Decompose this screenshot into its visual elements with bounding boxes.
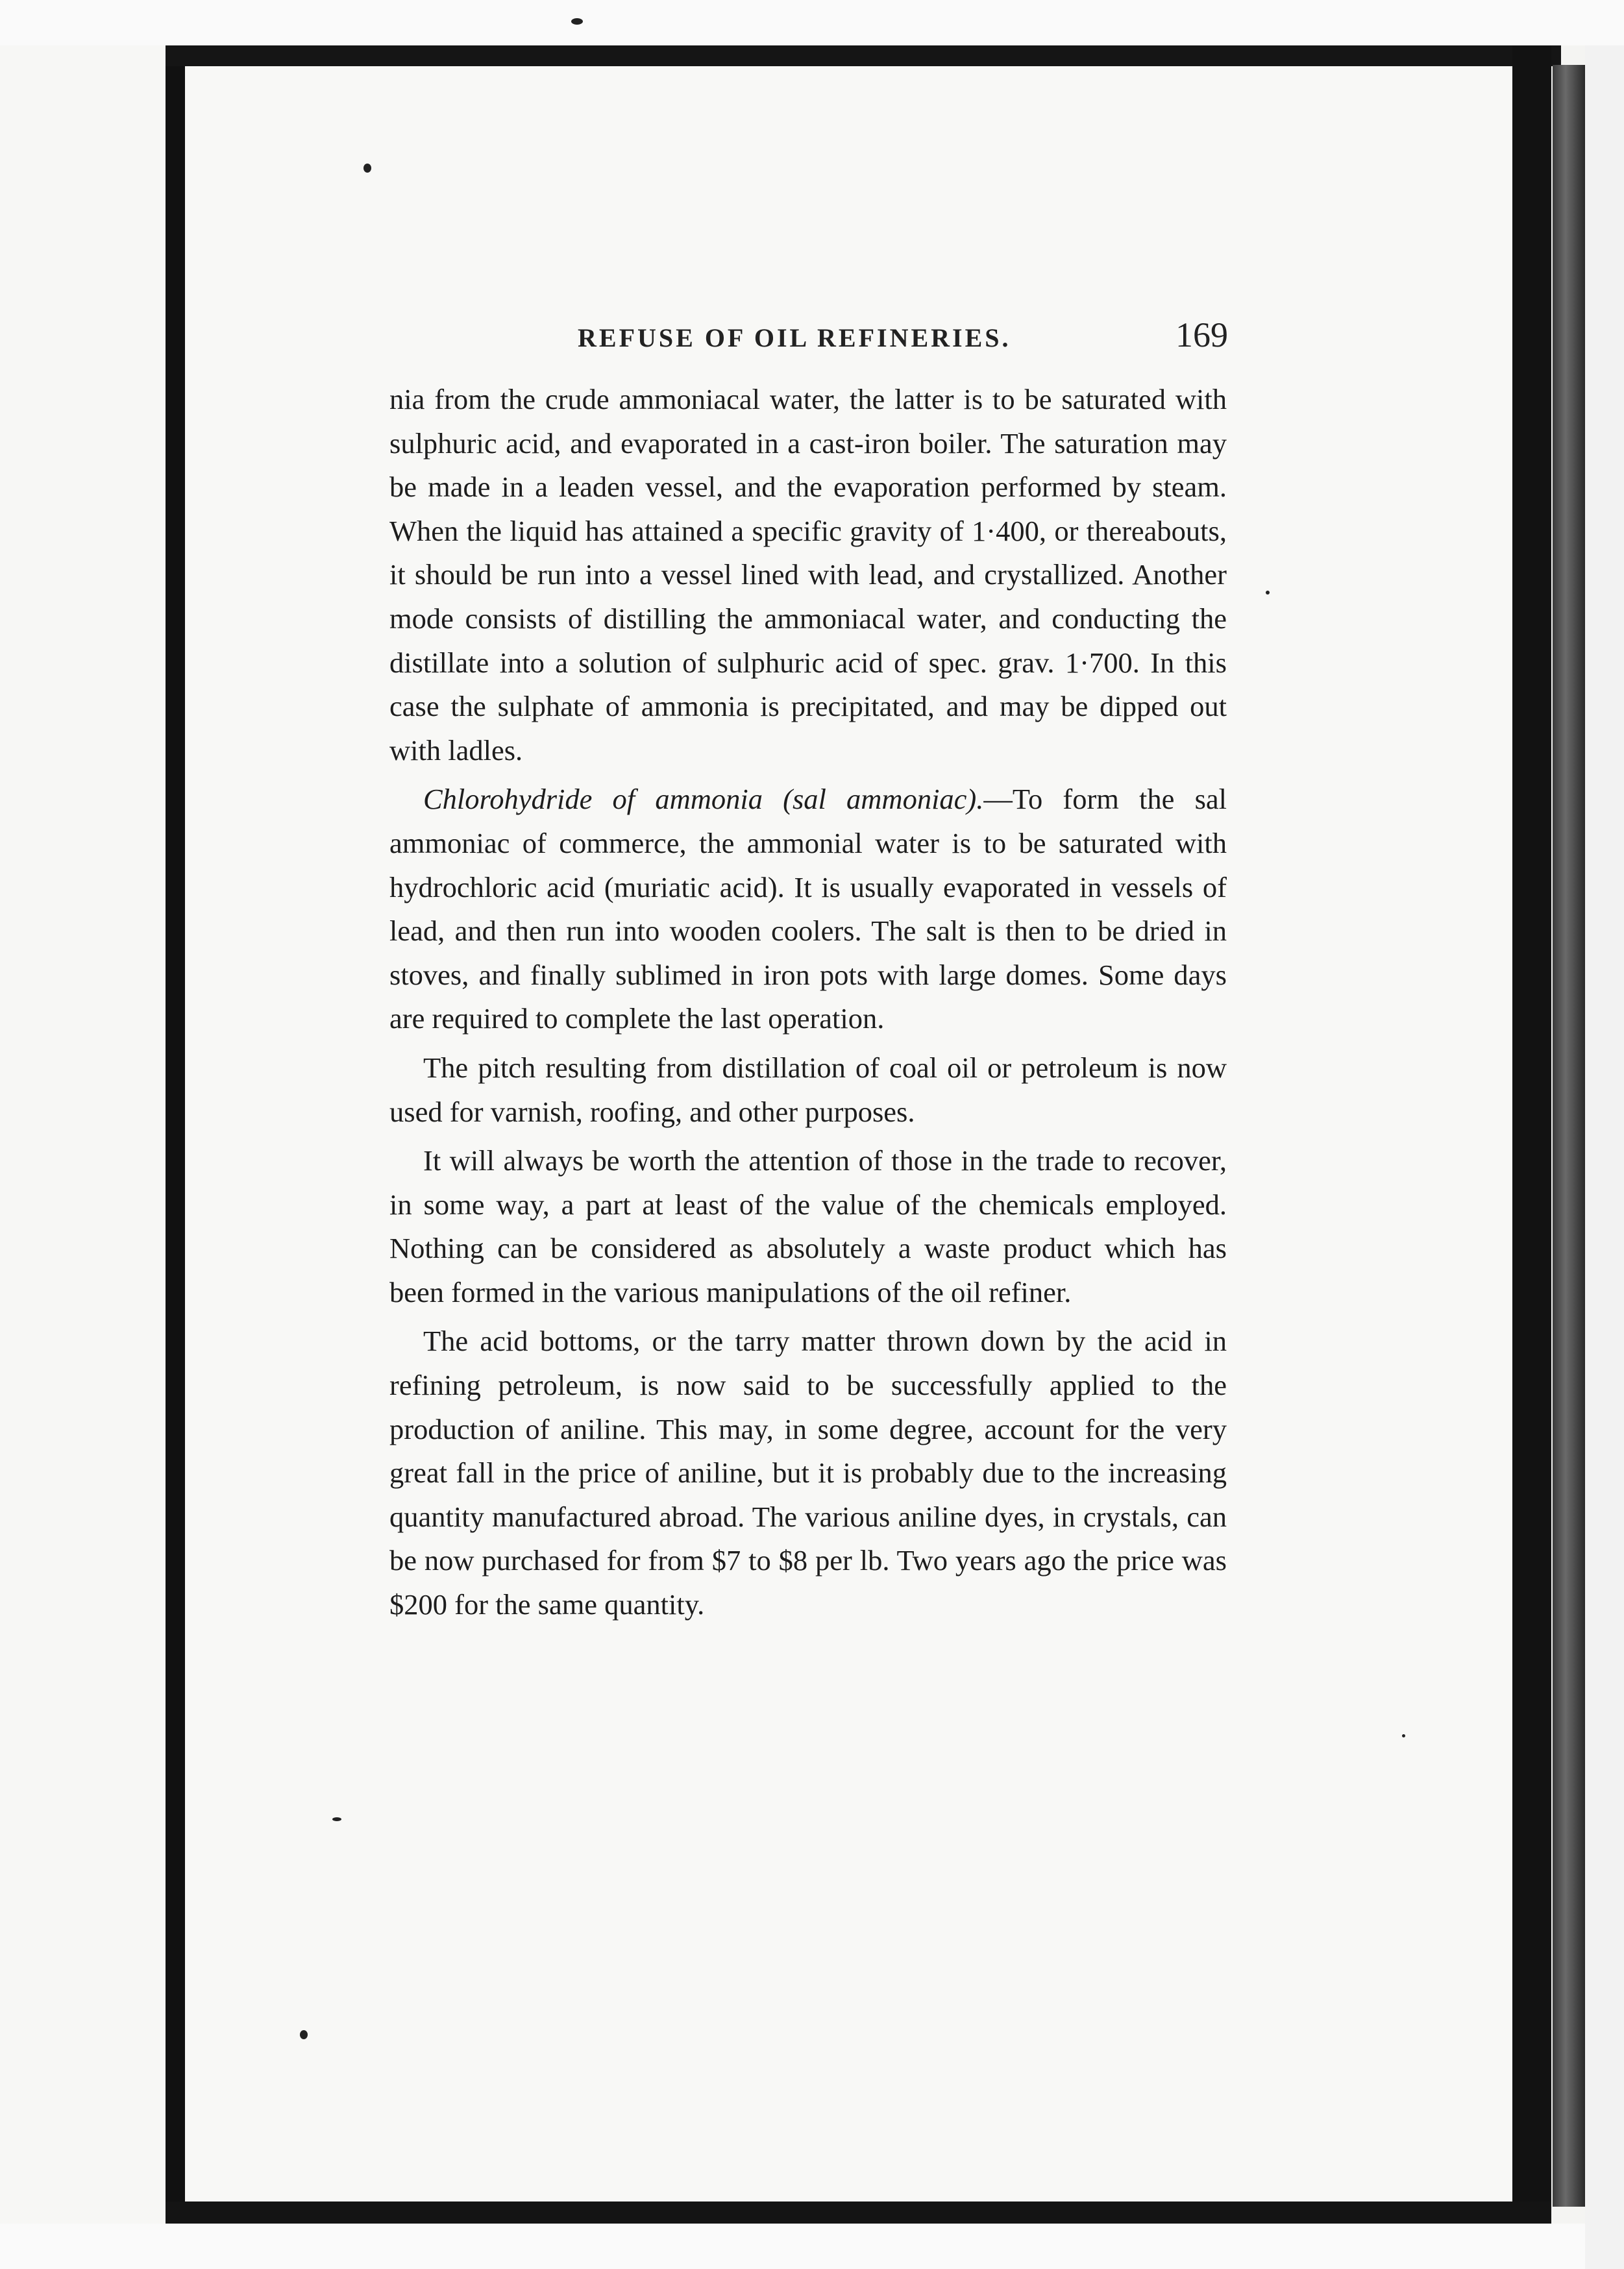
paragraph-1: nia from the crude ammoniacal water, the latter is to be saturated with sulphuric acid, and evaporated in a cast-iron boiler. The saturation may be made in a leaden vessel, and the evaporation performed by steam. When the liquid has attained a specific gravity of 1·400, or thereabouts, it should be run into a vessel lined with lead, and crystallized. Another mode consists of distilling the ammoniacal water, and conducting the distillate into a solution of sulphuric acid of spec. grav. 1·700. In this case the sulphate of ammonia is precipitated, and may be dipped out with ladles.	[389, 383, 1227, 767]
paragraph-2	[389, 778, 1227, 1041]
scan-bottom-margin	[0, 2224, 1585, 2269]
scan-top-margin	[0, 0, 1624, 45]
speck-mark	[571, 18, 583, 25]
paragraph-3: The pitch resulting from distillation of coal oil or petroleum is now used for varnish, roofing, and other purposes.	[389, 1051, 1227, 1128]
page-header	[389, 315, 1233, 354]
speck-mark	[332, 1817, 341, 1821]
running-head: REFUSE OF OIL REFINERIES.	[578, 323, 1011, 352]
page-block-edge	[1553, 65, 1585, 2207]
speck-mark	[363, 164, 371, 173]
scan-right-margin	[1585, 45, 1624, 2269]
speck-mark	[300, 2030, 308, 2039]
paragraph-2-heading: Chlorohydride of ammonia (sal ammoniac).	[423, 783, 984, 816]
page-number: 169	[1175, 315, 1228, 354]
scan-right-border	[1512, 45, 1551, 2224]
book-gutter	[166, 45, 185, 2224]
speck-mark	[1266, 591, 1270, 595]
speck-mark	[1402, 1734, 1405, 1737]
scan-bottom-border	[166, 2202, 1551, 2224]
page-body	[389, 378, 1227, 1627]
paragraph-4: It will always be worth the attention of those in the trade to recover, in some way, a part at least of the value of the chemicals employed. Nothing can be considered as absolutely a waste product which has been formed in the various manipulations of the oil refiner.	[389, 1144, 1227, 1308]
paragraph-5: The acid bottoms, or the tarry matter thrown down by the acid in refining petroleum, is now said to be successfully applied to the production of aniline. This may, in some degree, account for the very great fall in the price of aniline, but it is probably due to the increasing quantity manufactured abroad. The various aniline dyes, in crystals, can be now purchased for from $7 to $8 per lb. Two years ago the price was $200 for the same quantity.	[389, 1325, 1227, 1621]
facing-page-edge	[0, 45, 166, 2224]
scan-top-border	[166, 45, 1561, 66]
paragraph-2-text: —To form the sal ammoniac of commerce, the ammonial water is to be saturated with hydrochloric acid (muriatic acid). It is usually evaporated in vessels of lead, and then run into wooden coolers. The salt is then to be dried in stoves, and finally sublimed in iron pots with large domes. Some days are required to complete the last operation.	[389, 783, 1227, 1035]
